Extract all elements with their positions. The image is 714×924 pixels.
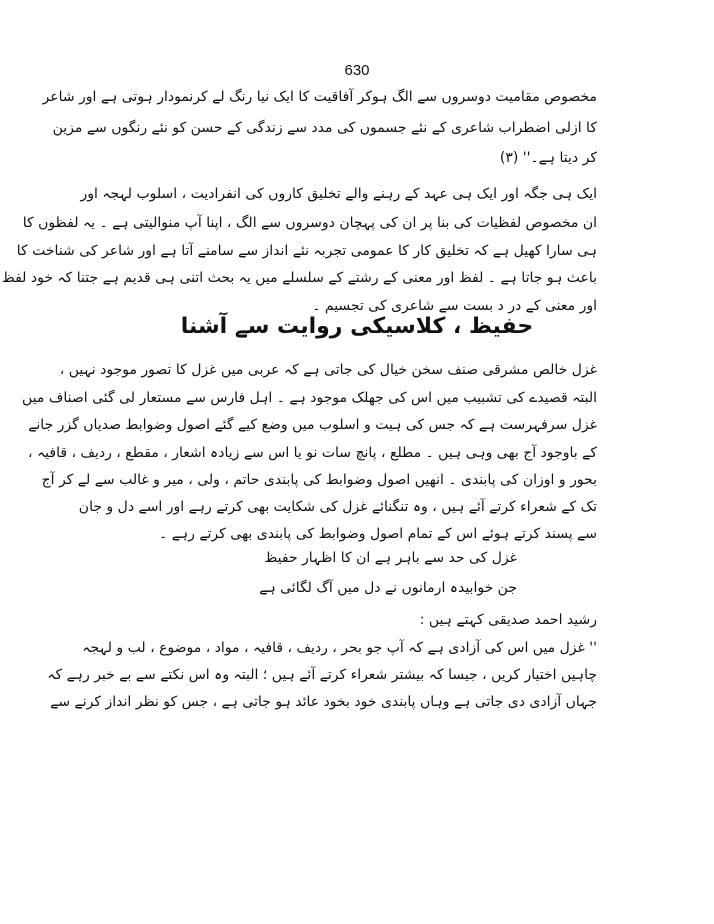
quote-line: جہاں آزادی دی جاتی ہے وہاں پابندی خود بخود عائد ہو جاتی ہے ، جس کو نظر انداز کرنے سے	[50, 694, 597, 710]
text-line: بحور و اوزان کی پابندی ۔ انھیں اصول وضوابط کی پابندی حاتم ، ولی ، میر و غالب سے لے کر آج	[41, 472, 597, 488]
text-line: مخصوص مقامیت دوسروں سے الگ ہوکر آفاقیت کا ایک نیا رنگ لے کرنمودار ہوتی ہے اور شاعر	[42, 89, 597, 105]
section-heading: حفیظ ، کلاسیکی روایت سے آشنا	[180, 314, 534, 339]
text-line: البتہ قصیدے کی تشبیب میں اس کی جھلک موجود ہے ۔ اہل فارس سے مستعار لی گئی اصناف میں	[22, 390, 597, 406]
quote-line: چاہیں اختیار کریں ، جیسا کہ بیشتر شعراء کرتے آئے ہیں ؛ البتہ وہ اس نکتے سے بے خبر رہے کہ	[47, 667, 597, 683]
verse-line: جن خوابیدہ ارمانوں نے دل میں آگ لگائی ہے	[259, 580, 517, 596]
text-line: ایک ہی جگہ اور ایک ہی عہد کے رہنے والے تخلیق کاروں کی انفرادیت ، اسلوب لہجہ اور	[80, 186, 597, 202]
verse-line: غزل کی حد سے باہر ہے ان کا اظہار حفیظ	[264, 550, 517, 566]
quote-line: '' غزل میں اس کی آزادی ہے کہ آپ جو بحر ، ردیف ، قافیہ ، مواد ، موضوع ، لب و لہجہ	[82, 640, 597, 656]
text-line: غزل سرفہرست ہے کہ جس کی ہیت و اسلوب میں وضع کیے گئے اصول وضوابط صدیاں گزر جانے	[28, 417, 597, 433]
text-line: باعث ہو جاتا ہے ۔ لفظ اور معنی کے رشتے کے سلسلے میں یہ بحث اتنی ہی قدیم ہے جتنا کہ خود لفظ	[1, 270, 597, 286]
text-line: ان مخصوص لفظیات کی بنا پر ان کی پہچان دوسروں سے الگ ، اپنا آپ منوالیتی ہے ۔ یہ لفظوں کا	[22, 215, 597, 231]
text-line: سے پسند کرتے ہوئے اس کے تمام اصول وضوابط کی پابندی بھی کرتے رہے ۔	[159, 526, 597, 542]
text-line: کے باوجود آج بھی وہی ہیں ۔ مطلع ، پانچ سات نو یا اس سے زیادہ اشعار ، مقطع ، ردیف ، قافیہ ،	[27, 445, 597, 461]
text-line: تک کے شعراء کرتے آئے ہیں ، وہ تنگنائے غزل کی شکایت بھی کرتے رہے اور اسے دل و جان	[78, 499, 597, 515]
text-line: کا ازلی اضطراب شاعری کے نئے جسموں کی مدد سے زندگی کے حسن کو نئے رنگوں سے مزین	[52, 120, 597, 136]
text-line: کر دیتا ہے۔'' (۳)	[499, 150, 597, 166]
text-line: ہی سارا کھیل ہے کہ تخلیق کار کا عمومی تجربہ نئے انداز سے سامنے آتا ہے اور شاعر کی شناخت کا	[16, 243, 597, 259]
text-line: غزل خالص مشرقی صنف سخن خیال کی جاتی ہے کہ عربی میں غزل کا تصور موجود نہیں ،	[59, 362, 597, 378]
text-line: اور معنی کے در د بست سے شاعری کی تجسیم ۔	[312, 298, 597, 314]
text-line: رشید احمد صدیقی کہتے ہیں :	[419, 612, 597, 628]
page-number: 630	[344, 62, 370, 79]
